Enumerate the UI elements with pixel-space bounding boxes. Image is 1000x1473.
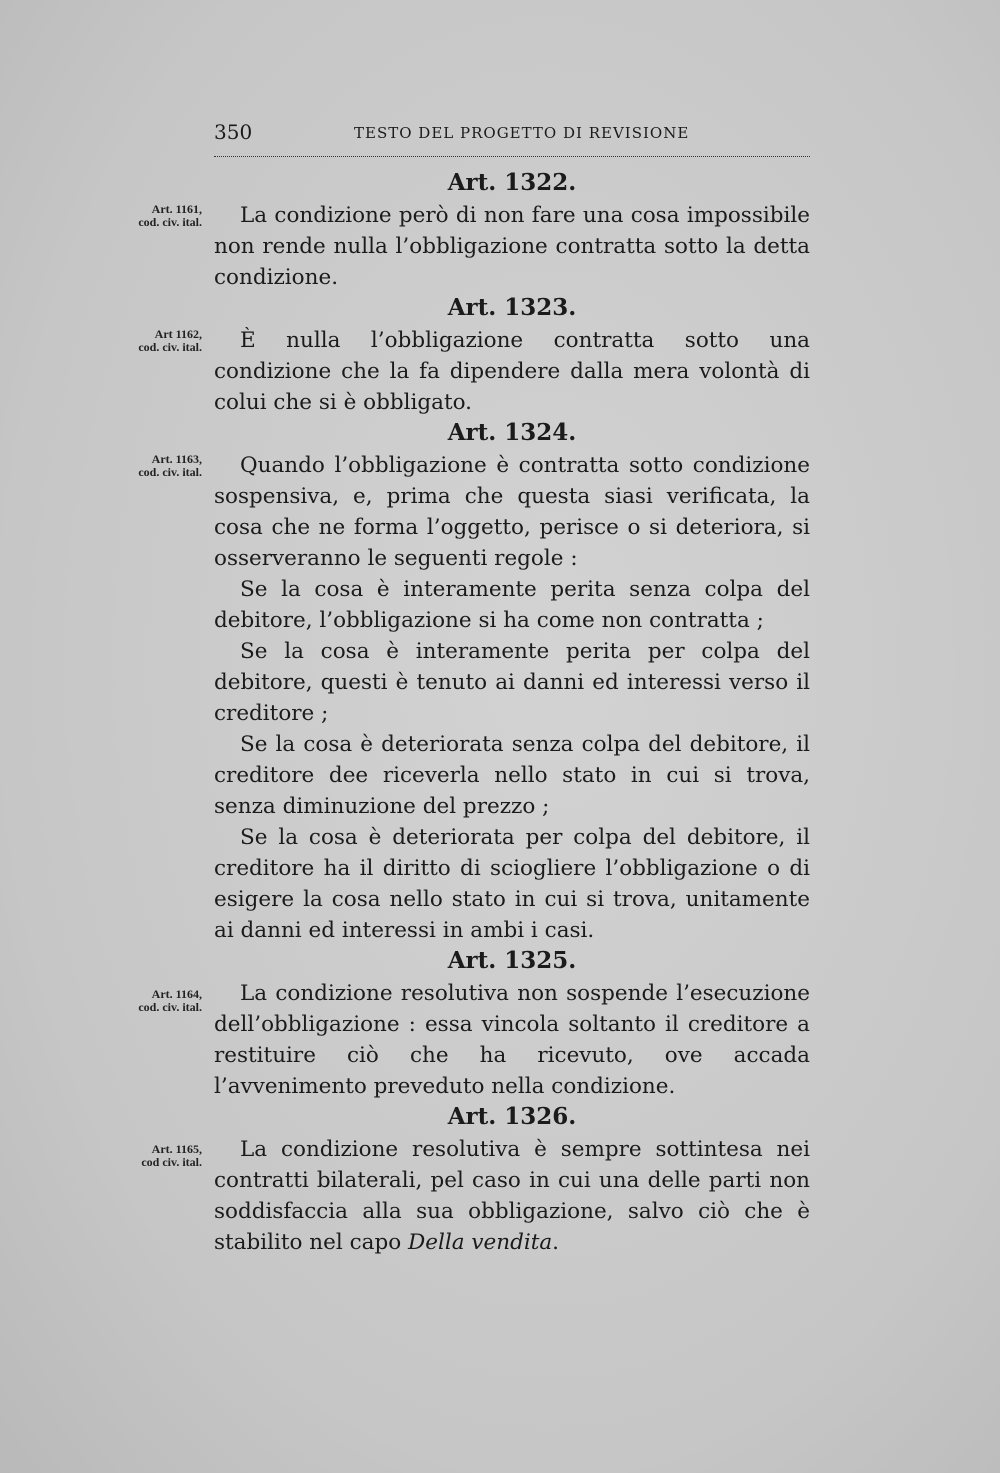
article-1325 xyxy=(214,946,810,1102)
article-paragraph: È nulla l’obbligazione contratta sotto una condizione che la fa dipendere dalla mera volontà di colui che si è obbligato. xyxy=(214,328,810,415)
article-1322 xyxy=(214,168,810,293)
running-title: TESTO DEL PROGETTO DI REVISIONE xyxy=(354,124,690,142)
article-paragraph: Se la cosa è interamente perita per colpa del debitore, questi è tenuto ai danni ed interessi verso il creditore ; xyxy=(214,639,810,726)
article-paragraph: La condizione però di non fare una cosa impossibile non rende nulla l’obbligazione contratta sotto la detta condizione. xyxy=(214,203,810,290)
margin-note-1163: Art. 1163, cod. civ. ital. xyxy=(138,452,202,479)
article-heading: Art. 1322. xyxy=(447,169,577,196)
italic-title: Della vendita xyxy=(407,1230,553,1255)
end-punctuation: . xyxy=(552,1230,560,1255)
article-paragraph: Se la cosa è deteriorata senza colpa del debitore, il creditore dee riceverla nello stato in cui si trova, senza diminuzione del prezzo ; xyxy=(214,732,810,819)
article-heading: Art. 1326. xyxy=(447,1103,577,1130)
article-paragraph: Se la cosa è deteriorata per colpa del debitore, il creditore ha il diritto di sciogliere l’obbligazione o di esigere la cosa nello stato in cui si trova, unitamente ai danni ed interessi in ambi i casi. xyxy=(214,825,810,943)
article-1326 xyxy=(214,1102,810,1258)
article-text: La condizione resolutiva è sempre sottintesa nei contratti bilaterali, pel caso in cui una delle parti non soddisfaccia alla sua obbligazione, salvo ciò che è stabilito nel capo xyxy=(214,1137,810,1255)
article-1323 xyxy=(214,293,810,418)
article-paragraph: La condizione resolutiva non sospende l’esecuzione dell’obbligazione : essa vincola soltanto il creditore a restituire ciò che ha ricevuto, ove accada l’avvenimento preveduto nella condizione. xyxy=(214,981,810,1099)
margin-note-1165: Art. 1165, cod civ. ital. xyxy=(141,1142,202,1169)
article-paragraph: Quando l’obbligazione è contratta sotto condizione sospensiva, e, prima che questa siasi verificata, la cosa che ne forma l’oggetto, perisce o si deteriora, si osserveranno le seguenti regole : xyxy=(214,453,810,571)
article-heading: Art. 1324. xyxy=(447,419,577,446)
page-header xyxy=(214,120,810,157)
article-heading: Art. 1323. xyxy=(447,294,577,321)
page-body xyxy=(214,168,810,1258)
page-number: 350 xyxy=(214,120,253,144)
article-paragraph xyxy=(214,1134,810,1258)
article-paragraph: Se la cosa è interamente perita senza colpa del debitore, l’obbligazione si ha come non contratta ; xyxy=(214,577,810,633)
margin-note-1161: Art. 1161, cod. civ. ital. xyxy=(138,202,202,229)
article-1324 xyxy=(214,418,810,946)
article-heading: Art. 1325. xyxy=(447,947,577,974)
margin-note-1162: Art 1162, cod. civ. ital. xyxy=(138,327,202,354)
margin-note-1164: Art. 1164, cod. civ. ital. xyxy=(138,987,202,1014)
